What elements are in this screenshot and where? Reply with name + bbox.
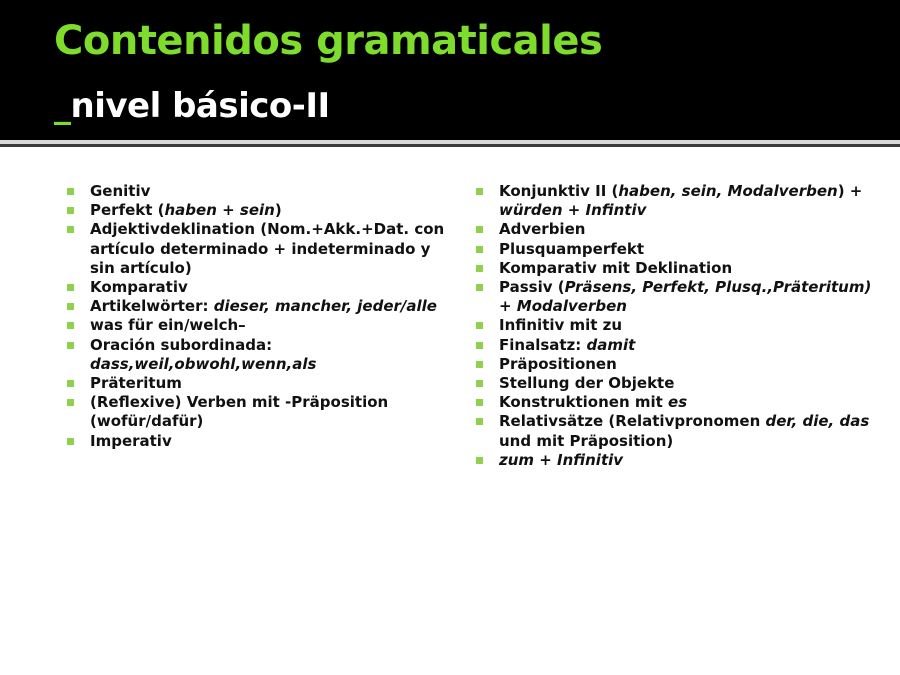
list-item bbox=[66, 432, 446, 451]
list-item bbox=[475, 278, 880, 316]
list-item bbox=[475, 355, 880, 374]
square-bullet-icon bbox=[476, 418, 483, 425]
square-bullet-icon bbox=[67, 226, 74, 233]
list-item-text: Präpositionen bbox=[499, 354, 617, 373]
list-item bbox=[66, 278, 446, 297]
list-item-text-italic: + würden + Infintiv bbox=[499, 182, 863, 220]
list-item-text: Relativsätze (Relativpronomen bbox=[499, 412, 766, 431]
list-item-text: Stellung der Objekte bbox=[499, 374, 675, 393]
list-item bbox=[475, 336, 880, 355]
list-item-text: Adverbien bbox=[499, 220, 586, 239]
list-item bbox=[66, 201, 446, 220]
list-item-text: Artikelwörter: bbox=[90, 297, 214, 316]
subtitle-text: nivel básico-II bbox=[70, 86, 330, 126]
list-item-text: Imperativ bbox=[90, 431, 172, 450]
square-bullet-icon bbox=[67, 438, 74, 445]
list-item-text: Komparativ mit Deklination bbox=[499, 258, 733, 277]
list-item bbox=[475, 451, 880, 470]
list-item-text: Komparativ bbox=[90, 278, 188, 297]
square-bullet-icon bbox=[67, 188, 74, 195]
list-item-text: was für ein/welch– bbox=[90, 316, 246, 335]
list-item-text-italic: haben + sein bbox=[164, 201, 275, 220]
square-bullet-icon bbox=[476, 226, 483, 233]
list-item-text: Präteritum bbox=[90, 374, 182, 393]
square-bullet-icon bbox=[67, 342, 74, 349]
list-item-text: Oración subordinada: bbox=[90, 335, 273, 354]
subtitle-underscore: _ bbox=[54, 86, 71, 126]
square-bullet-icon bbox=[67, 399, 74, 406]
list-item-text: Konstruktionen mit bbox=[499, 393, 669, 412]
slide-title: Contenidos gramaticales bbox=[54, 18, 603, 64]
list-item-text-italic: es bbox=[668, 393, 688, 412]
list-item bbox=[475, 259, 880, 278]
list-item-text: ) bbox=[274, 201, 282, 220]
list-item bbox=[66, 374, 446, 393]
square-bullet-icon bbox=[67, 380, 74, 387]
square-bullet-icon bbox=[476, 380, 483, 387]
list-item-text-italic: damit bbox=[586, 335, 636, 354]
square-bullet-icon bbox=[476, 322, 483, 329]
list-item bbox=[475, 240, 880, 259]
list-item bbox=[475, 182, 880, 220]
list-item-text-italic: Präsens, Perfekt, Plusq.,Präteritum) + Modalverben bbox=[499, 278, 872, 316]
list-item bbox=[475, 316, 880, 335]
list-item-text-italic: der, die, das bbox=[765, 412, 870, 431]
square-bullet-icon bbox=[476, 399, 483, 406]
slide-subtitle bbox=[54, 86, 330, 126]
list-item-text: Konjunktiv II ( bbox=[499, 182, 619, 200]
list-item-text: ) bbox=[837, 182, 850, 200]
list-item bbox=[475, 412, 880, 450]
list-item-text: Finalsatz: bbox=[499, 335, 587, 354]
list-item-text: Perfekt ( bbox=[90, 201, 165, 220]
list-item-text-italic: haben, sein, Modalverben bbox=[618, 182, 838, 200]
list-item-text: Passiv ( bbox=[499, 278, 565, 297]
list-item-text: und mit Präposition) bbox=[499, 431, 674, 450]
slide-header bbox=[0, 0, 900, 140]
list-item bbox=[66, 336, 446, 374]
left-bullet-list bbox=[66, 182, 446, 451]
square-bullet-icon bbox=[476, 265, 483, 272]
list-item bbox=[475, 393, 880, 412]
square-bullet-icon bbox=[67, 284, 74, 291]
list-item-text: Infinitiv mit zu bbox=[499, 316, 623, 335]
list-item bbox=[66, 182, 446, 201]
square-bullet-icon bbox=[67, 207, 74, 214]
square-bullet-icon bbox=[476, 188, 483, 195]
list-item-text: (Reflexive) Verben mit -Präposition (wofür/dafür) bbox=[90, 393, 389, 431]
list-item bbox=[66, 393, 446, 431]
square-bullet-icon bbox=[476, 457, 483, 464]
list-item bbox=[66, 316, 446, 335]
list-item bbox=[475, 374, 880, 393]
list-item-text: Plusquamperfekt bbox=[499, 239, 645, 258]
list-item bbox=[475, 220, 880, 239]
header-divider-dark bbox=[0, 144, 900, 147]
square-bullet-icon bbox=[476, 246, 483, 253]
list-item bbox=[66, 297, 446, 316]
square-bullet-icon bbox=[476, 342, 483, 349]
square-bullet-icon bbox=[67, 303, 74, 310]
list-item-text-italic: dieser, mancher, jeder/alle bbox=[213, 297, 437, 316]
list-item-text: Genitiv bbox=[90, 182, 151, 200]
square-bullet-icon bbox=[67, 322, 74, 329]
right-bullet-list bbox=[475, 182, 880, 470]
list-item bbox=[66, 220, 446, 278]
square-bullet-icon bbox=[476, 284, 483, 291]
list-item-text-italic: dass,weil,obwohl,wenn,als bbox=[90, 354, 317, 373]
list-item-text: Adjektivdeklination (Nom.+Akk.+Dat. con artículo determinado + indeterminado y sin artículo) bbox=[90, 220, 445, 277]
square-bullet-icon bbox=[476, 361, 483, 368]
list-item-text-italic: zum + Infinitiv bbox=[499, 450, 624, 469]
